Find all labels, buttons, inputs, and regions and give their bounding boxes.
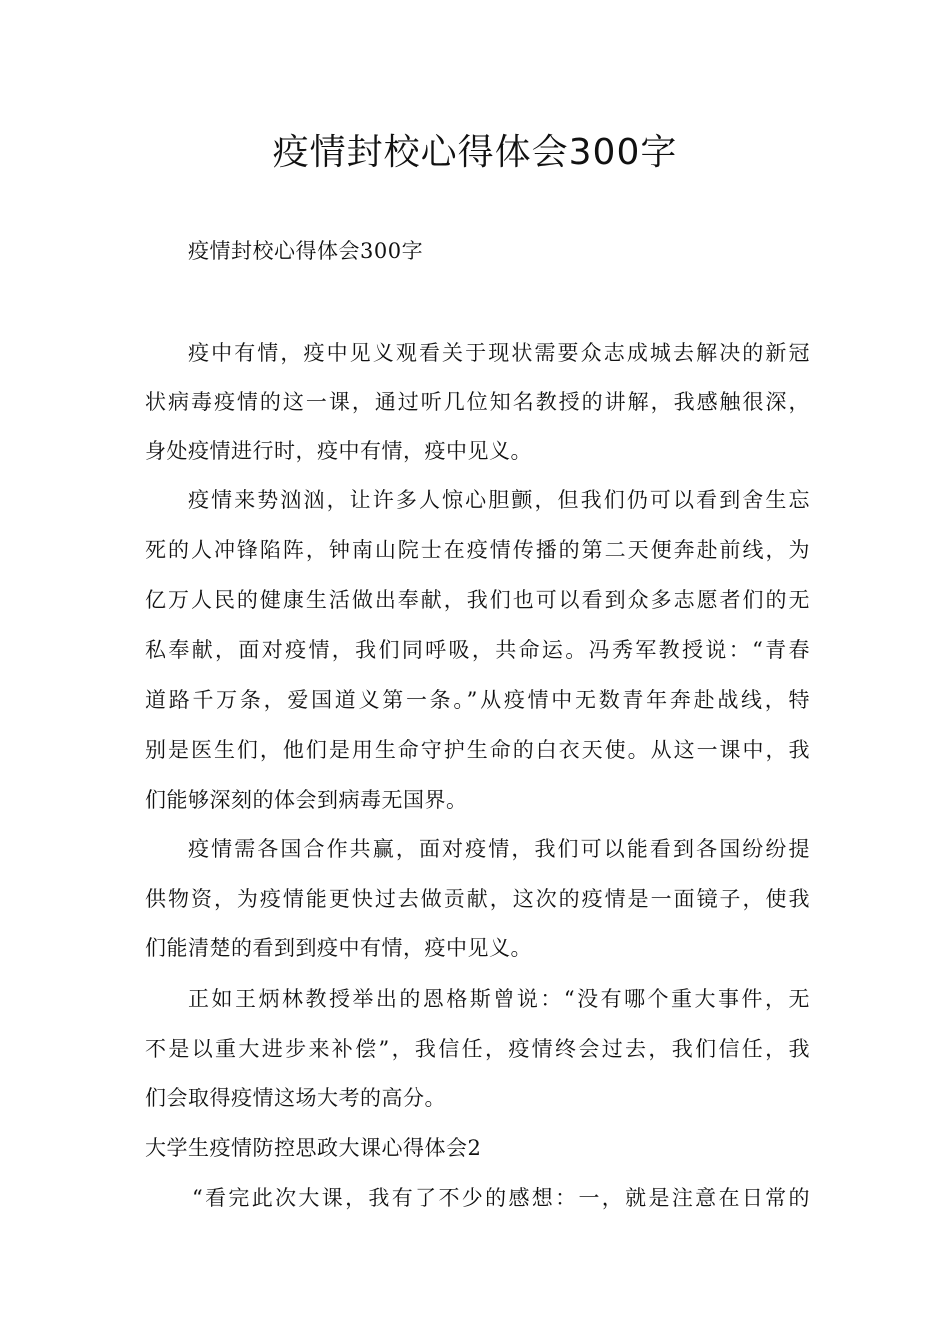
document-title: 疫情封校心得体会300字 — [272, 132, 678, 173]
paragraph-line: 们能清楚的看到到疫中有情，疫中见义。 — [145, 936, 532, 960]
document-subtitle: 疫情封校心得体会300字 — [188, 239, 424, 263]
paragraph-line: 亿万人民的健康生活做出奉献，我们也可以看到众多志愿者们的无 — [145, 588, 810, 612]
paragraph-line: 供物资，为疫情能更快过去做贡献，这次的疫情是一面镜子，使我 — [145, 887, 810, 911]
paragraph-line: 私奉献，面对疫情，我们同呼吸，共命运。冯秀军教授说：“青春 — [145, 638, 810, 662]
paragraph-line: 道路千万条，爱国道义第一条。”从疫情中无数青年奔赴战线，特 — [145, 688, 810, 712]
paragraph-line: 别是医生们，他们是用生命守护生命的白衣天使。从这一课中，我 — [145, 738, 810, 762]
paragraph-line: 疫情需各国合作共赢，面对疫情，我们可以能看到各国纷纷提 — [188, 837, 810, 861]
paragraph-line: 不是以重大进步来补偿”，我信任，疫情终会过去，我们信任，我 — [145, 1037, 810, 1061]
paragraph-line: 身处疫情进行时，疫中有情，疫中见义。 — [145, 439, 532, 463]
paragraph-line: 正如王炳林教授举出的恩格斯曾说：“没有哪个重大事件，无 — [188, 987, 810, 1011]
paragraph-line: “看完此次大课，我有了不少的感想：一，就是注意在日常的 — [192, 1186, 810, 1210]
paragraph-line: 们会取得疫情这场大考的高分。 — [145, 1086, 446, 1110]
paragraph-line: 们能够深刻的体会到病毒无国界。 — [145, 788, 468, 812]
paragraph-line: 疫中有情，疫中见义观看关于现状需要众志成城去解决的新冠 — [188, 341, 810, 365]
paragraph-line: 状病毒疫情的这一课，通过听几位知名教授的讲解，我感触很深， — [145, 390, 810, 414]
paragraph-line: 疫情来势汹汹，让许多人惊心胆颤，但我们仍可以看到舍生忘 — [188, 488, 810, 512]
section-heading: 大学生疫情防控思政大课心得体会2 — [145, 1136, 482, 1160]
paragraph-line: 死的人冲锋陷阵，钟南山院士在疫情传播的第二天便奔赴前线，为 — [145, 538, 810, 562]
